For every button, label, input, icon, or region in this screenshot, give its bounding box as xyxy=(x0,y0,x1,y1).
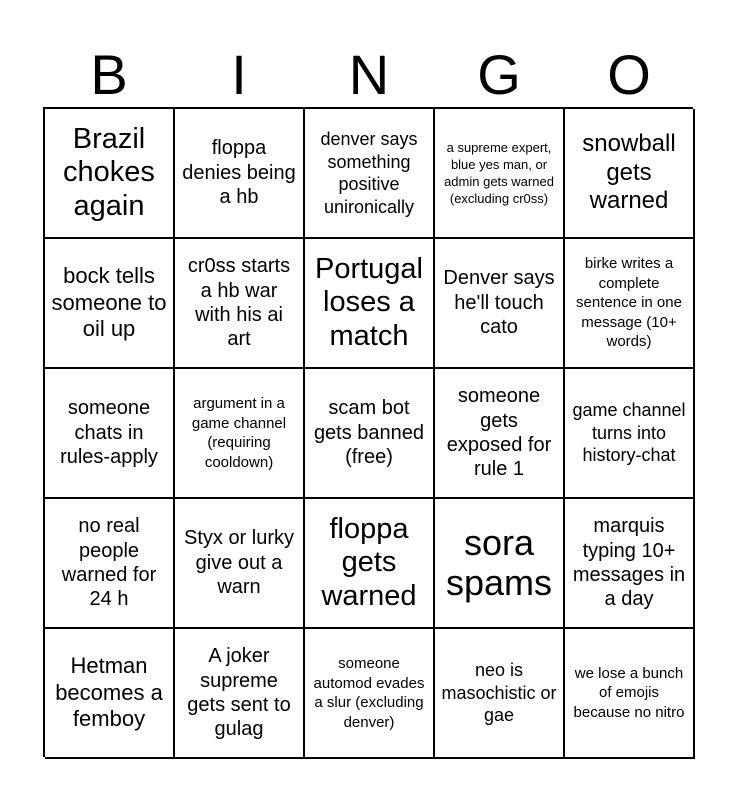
bingo-cell[interactable] xyxy=(305,109,435,239)
cell-text: snowball gets warned xyxy=(582,129,676,215)
cell-text: Portugal loses a match xyxy=(314,252,423,352)
cell-text: game channel turns into history-chat xyxy=(572,400,686,466)
bingo-cell[interactable] xyxy=(45,239,175,369)
bingo-cell[interactable] xyxy=(565,239,695,369)
header-letter-b: B xyxy=(90,43,128,106)
cell-text: someone gets exposed for rule 1 xyxy=(446,385,552,481)
bingo-cell[interactable] xyxy=(175,239,305,369)
cell-text: bock tells someone to oil up xyxy=(51,263,167,342)
bingo-cell[interactable] xyxy=(565,629,695,759)
cell-text: we lose a bunch of emojis because no nitro xyxy=(573,664,685,721)
cell-text: a supreme expert, blue yes man, or admin gets warned (excluding cr0ss) xyxy=(444,139,554,207)
cell-text: argument in a game channel (requiring cooldown) xyxy=(191,395,287,471)
bingo-cell[interactable] xyxy=(45,109,175,239)
bingo-cell[interactable] xyxy=(175,109,305,239)
bingo-cell[interactable] xyxy=(565,499,695,629)
bingo-cell[interactable] xyxy=(45,629,175,759)
header-letter-i: I xyxy=(231,43,247,106)
header-letter-g: G xyxy=(477,43,521,106)
cell-text: floppa gets warned xyxy=(321,512,417,612)
cell-text: someone chats in rules-apply xyxy=(60,397,158,469)
cell-text: sora spams xyxy=(445,522,553,603)
cell-text: Brazil chokes again xyxy=(63,122,155,222)
cell-text: cr0ss starts a hb war with his ai art xyxy=(187,255,291,351)
header-letter-o: O xyxy=(607,43,651,106)
cell-text: A joker supreme gets sent to gulag xyxy=(187,645,291,741)
cell-text: someone automod evades a slur (excluding denver) xyxy=(313,655,425,731)
bingo-cell[interactable] xyxy=(175,629,305,759)
bingo-cell[interactable] xyxy=(305,499,435,629)
cell-text: floppa denies being a hb xyxy=(182,137,296,209)
cell-text: scam bot gets banned (free) xyxy=(313,397,425,469)
cell-text: birke writes a complete sentence in one message (10+ words) xyxy=(576,255,682,351)
bingo-cell[interactable] xyxy=(45,499,175,629)
bingo-cell[interactable] xyxy=(435,109,565,239)
cell-text: Denver says he'll touch cato xyxy=(443,267,555,339)
cell-text: Hetman becomes a femboy xyxy=(55,653,163,732)
bingo-cell[interactable] xyxy=(305,239,435,369)
bingo-cell[interactable] xyxy=(435,239,565,369)
cell-text: marquis typing 10+ messages in a day xyxy=(572,515,686,611)
cell-text: Styx or lurky give out a warn xyxy=(183,527,295,599)
bingo-cell[interactable] xyxy=(565,369,695,499)
bingo-cell[interactable] xyxy=(435,629,565,759)
bingo-cell[interactable] xyxy=(175,499,305,629)
bingo-cell[interactable] xyxy=(45,369,175,499)
cell-text: neo is masochistic or gae xyxy=(441,660,557,726)
cell-text: no real people warned for 24 h xyxy=(61,515,157,611)
bingo-cell[interactable] xyxy=(305,629,435,759)
bingo-board xyxy=(43,107,693,757)
bingo-cell[interactable] xyxy=(175,369,305,499)
bingo-cell[interactable] xyxy=(305,369,435,499)
bingo-cell[interactable] xyxy=(435,499,565,629)
cell-text: denver says something positive unironically xyxy=(320,129,418,217)
bingo-cell[interactable] xyxy=(435,369,565,499)
header-letter-n: N xyxy=(348,43,390,106)
bingo-cell[interactable] xyxy=(565,109,695,239)
bingo-header xyxy=(44,44,694,106)
